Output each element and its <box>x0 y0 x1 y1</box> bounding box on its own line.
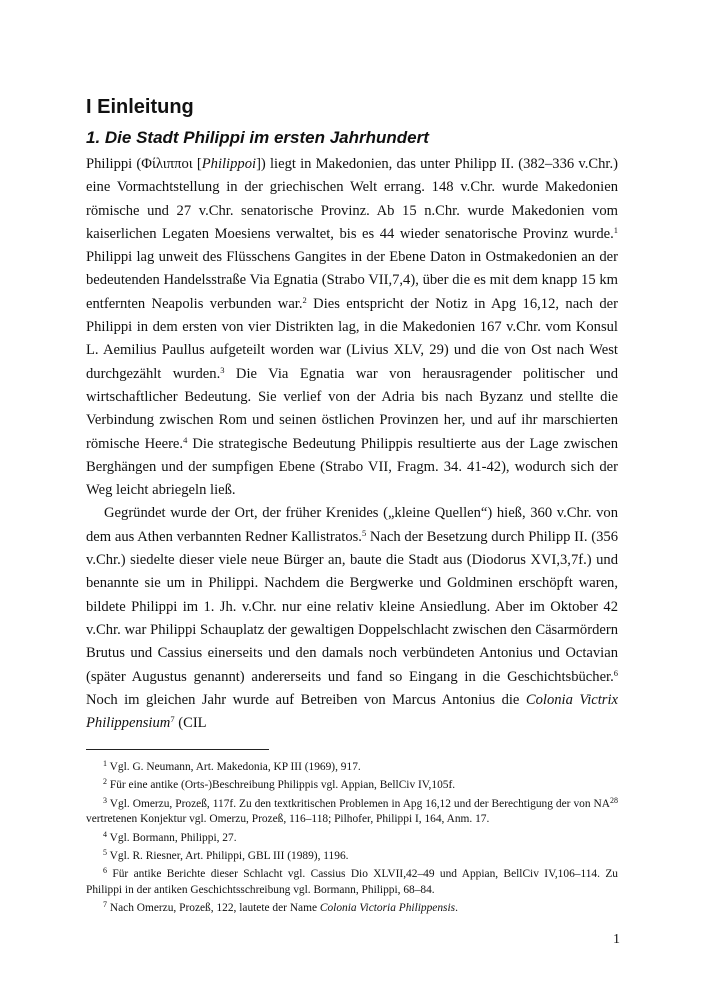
italic-term: Philippoi <box>201 156 257 172</box>
footnote-ref: 7 <box>170 714 175 725</box>
footnote <box>86 831 618 846</box>
footnote-number: 2 <box>103 777 107 787</box>
footnote-text: vertretenen Konjektur vgl. Omerzu, Prozeß, 116–118; Pilhofer, Philippi I, 164, Anm. 17. <box>86 813 490 826</box>
footnote <box>86 778 618 793</box>
footnote-text: . <box>455 902 458 915</box>
footnote-ref: 2 <box>302 294 307 305</box>
footnote <box>86 797 618 828</box>
page-number: 1 <box>613 932 620 947</box>
footnote-ref: 1 <box>613 224 618 235</box>
footnote-number: 5 <box>103 848 107 858</box>
text-span: Die Via Egnatia war von herausragender politischer und wirtschaftlicher Bedeutung. Sie verlief von der Adria bis nach Byzanz und stellte die Verbindung zwischen Rom und seinen östlichen Provinzen her, und auf ihr marschierten römische Heere. <box>86 365 618 452</box>
footnote <box>86 901 618 916</box>
chapter-title: I Einleitung <box>86 96 194 118</box>
footnote-number: 6 <box>103 866 107 876</box>
text-span: Noch im gleichen Jahr wurde auf Betreiben von Marcus Antonius die <box>86 691 526 708</box>
footnote <box>86 867 618 898</box>
footnote-ref: 5 <box>361 527 367 538</box>
text-span: Philippi lag unweit des Flüsschens Gangites in der Ebene Daton in Ostmakedonien an der bedeutenden Handelsstraße Via Egnatia (Strabo VII,7,4), über die es mit dem knapp 15 km entfernten Neapolis verbunden war. <box>86 249 618 312</box>
footnote-separator <box>86 749 269 750</box>
text-span: Nach der Besetzung durch Philipp II. (356 v.Chr.) siedelte dieser viele neue Bürger an, baute die Stadt aus (Diodorus XVI,3,7f.) und benannte sie um in Philippi. Nachdem die Bergwerke und Goldminen erschöpft waren, bildete Philippi im 1. Jh. v.Chr. nur eine relativ kleine Ansiedlung. Aber im Oktober 42 v.Chr. war Philippi Schauplatz der gewaltigen Doppelschlacht zwischen den Cäsarmördern Brutus und Cassius einerseits und den damals noch verbündeten Antonius und Octavian (später Augustus genannt) andererseits und fand so Eingang in die Geschichtsbücher. <box>86 528 618 685</box>
section-title: 1. Die Stadt Philippi im ersten Jahrhundert <box>86 128 429 147</box>
footnote-ref: 3 <box>220 364 225 375</box>
footnote <box>86 760 618 775</box>
text-span: (CIL <box>174 715 207 732</box>
footnote <box>86 849 618 864</box>
body-text <box>86 153 618 735</box>
footnote-ref: 6 <box>613 667 618 678</box>
footnote-ref: 4 <box>183 434 188 445</box>
paragraph-2 <box>86 502 618 735</box>
footnote-text: Nach Omerzu, Prozeß, 122, lautete der Name <box>109 902 320 915</box>
text-span: Dies entspricht der Notiz in Apg 16,12, nach der Philippi in dem ersten von vier Distrikten lag, in die Makedonien 167 v.Chr. vom Konsul L. Aemilius Paullus aufgeteilt worden war (Livius XLV, 29) und die von Ost nach West durchgezählt wurden. <box>86 295 618 382</box>
text-span: ]) liegt in Makedonien, das unter Philipp II. (382–336 v.Chr.) eine Vormachtstellung in der griechischen Welt errang. 148 v.Chr. wurde Makedonien römische und 27 v.Chr. senatorische Provinz. Ab 15 n.Chr. wurde Makedonien vom kaiserlichen Legaten Moesiens verwaltet, bis es 44 wieder senatorische Provinz wurde. <box>86 156 618 242</box>
text-span: Die strategische Bedeutung Philippis resultierte aus der Lage zwischen Berghängen und der sumpfigen Ebene (Strabo VII, Fragm. 34. 41-42), wodurch sich der Weg leicht abriegeln ließ. <box>86 435 619 499</box>
footnote-number: 1 <box>103 759 107 768</box>
footnote-text: Für eine antike (Orts-)Beschreibung Philippis vgl. Appian, BellCiv IV,105f. <box>109 779 456 792</box>
footnote-number: 4 <box>103 829 107 839</box>
footnotes <box>86 760 618 920</box>
footnote-text: Vgl. Bormann, Philippi, 27. <box>109 831 237 844</box>
text-span: Gegründet wurde der Ort, der früher Krenides („kleine Quellen“) hieß, 360 v.Chr. von dem aus Athen verbannten Redner Kallistratos. <box>86 505 618 545</box>
footnote-text: Für antike Berichte dieser Schlacht vgl. Cassius Dio XLVII,42–49 und Appian, BellCiv IV,106–114. Zu Philippi in der antiken Geschichtsschreibung vgl. Bormann, Philippi, 68–84. <box>86 868 618 896</box>
footnote-number: 3 <box>103 795 107 805</box>
superscript-edition: 28 <box>610 795 618 805</box>
text-span: Philippi (Φίλιπποι [ <box>86 156 202 172</box>
italic-term: Colonia Victoria Philippensis <box>319 902 456 915</box>
footnote-text: Vgl. Omerzu, Prozeß, 117f. Zu den textkritischen Problemen in Apg 16,12 und der Berechtigung der von NA <box>109 797 610 810</box>
footnote-text: Vgl. R. Riesner, Art. Philippi, GBL III (1989), 1196. <box>109 850 349 863</box>
italic-term: Colonia Victrix Philippensium <box>86 691 618 732</box>
footnote-text: Vgl. G. Neumann, Art. Makedonia, KP III (1969), 917. <box>109 761 361 773</box>
footnote-number: 7 <box>103 900 107 910</box>
paragraph-1 <box>86 153 618 502</box>
